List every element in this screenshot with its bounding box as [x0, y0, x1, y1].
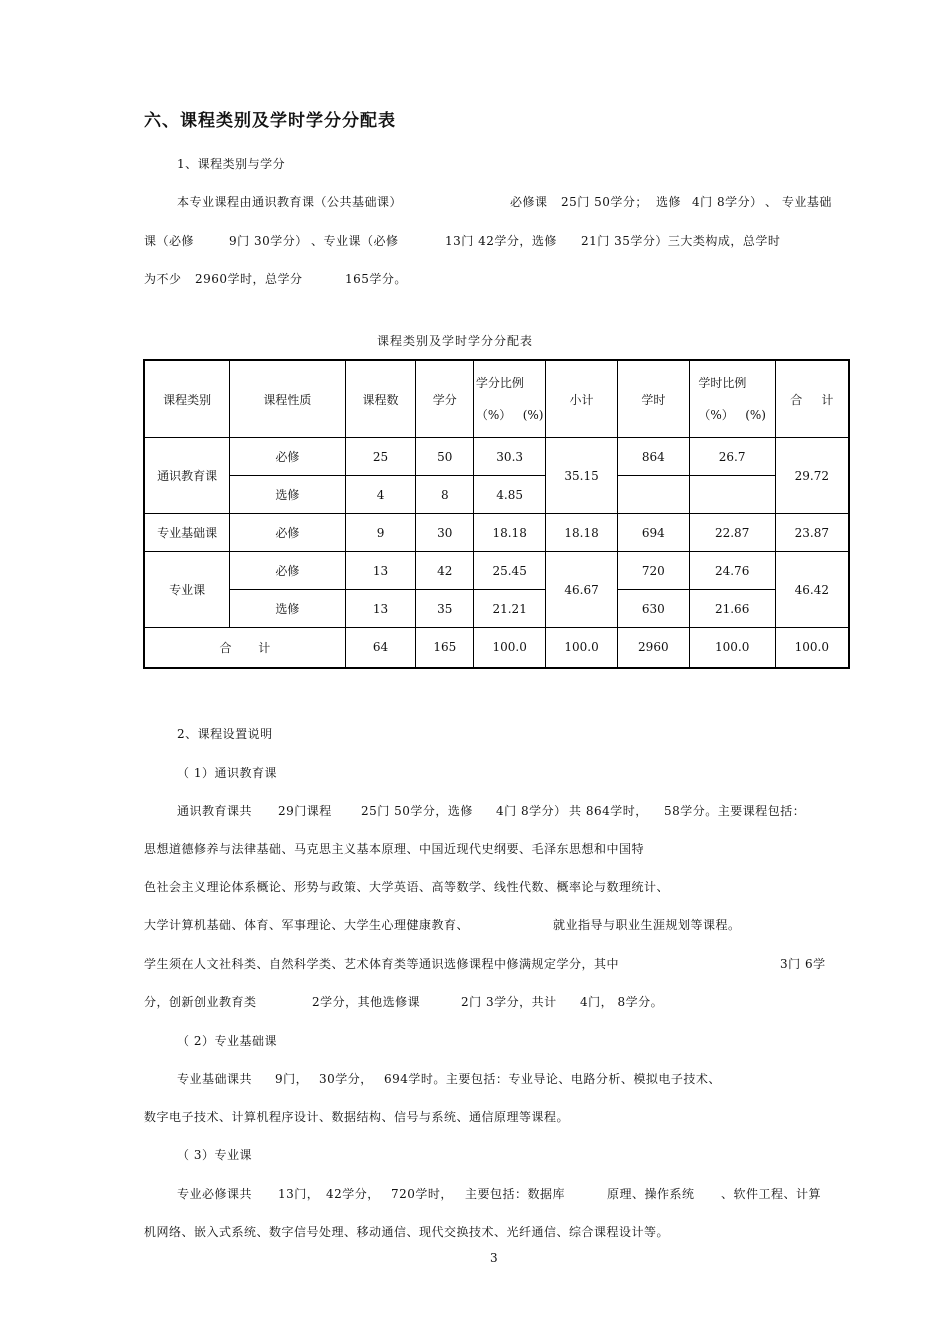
general-required-hour-pct: 26.7 [689, 438, 775, 476]
header-credit-pct-l1: 学分比例 [475, 376, 524, 390]
section1-para-line1-b: 必修课 [510, 195, 548, 209]
general-category: 通识教育课 [144, 438, 230, 514]
sub1-line2: 思想道德修养与法律基础、马克思主义基本原理、中国近现代史纲要、毛泽东思想和中国特 [144, 842, 645, 856]
section1-para-line1-c: 25门 50学分； [561, 195, 648, 209]
section1-title: 1、课程类别与学分 [177, 157, 286, 171]
sub3-title: （ 3）专业课 [177, 1148, 252, 1162]
sub1-line6-a: 分，创新创业教育类 [144, 995, 257, 1009]
header-category: 课程类别 [144, 360, 230, 438]
major-elective-credit-pct: 21.21 [474, 590, 546, 628]
header-total [775, 360, 849, 438]
general-elective-credit-pct: 4.85 [474, 476, 546, 514]
sub3-line1-e: 主要包括：数据库 [465, 1187, 566, 1201]
foundation-total: 23.87 [775, 514, 849, 552]
page-number: 3 [490, 1251, 498, 1265]
sum-label [144, 628, 345, 668]
major-required-count: 13 [345, 552, 416, 590]
sub2-line1-b: 9门， [275, 1072, 309, 1086]
major-elective-hour-pct: 21.66 [689, 590, 775, 628]
section2-title: 2、课程设置说明 [177, 727, 273, 741]
major-category: 专业课 [144, 552, 230, 628]
header-nature: 课程性质 [230, 360, 346, 438]
header-hour-pct-l3: (%) [745, 408, 766, 422]
sub2-line1-c: 30学分， [319, 1072, 373, 1086]
section1-para-line1-a: 本专业课程由通识教育课（公共基础课） [177, 195, 403, 209]
foundation-hour-pct: 22.87 [689, 514, 775, 552]
sub3-line1-f: 原理、操作系统 [607, 1187, 695, 1201]
sub3-line1-a: 专业必修课共 [177, 1187, 253, 1201]
major-elective-nature: 选修 [230, 590, 346, 628]
major-elective-hours: 630 [617, 590, 689, 628]
section1-para-line2-c: 、专业课（必修 [311, 234, 399, 248]
header-credit-pct-l3: (%) [522, 408, 544, 422]
header-hour-pct-l1: 学时比例 [698, 376, 747, 390]
sum-label-a: 合 [219, 640, 232, 655]
allocation-table [143, 359, 850, 669]
section1-para-line1-d: 选修 [656, 195, 682, 209]
sum-label-b: 计 [258, 640, 271, 655]
sub1-line6-c: 2门 3学分，共计 [461, 995, 557, 1009]
foundation-credit-pct: 18.18 [474, 514, 546, 552]
header-credits: 学分 [416, 360, 474, 438]
table-row [144, 590, 849, 628]
general-required-credits: 50 [416, 438, 474, 476]
general-required-count: 25 [345, 438, 416, 476]
table-caption: 课程类别及学时学分分配表 [377, 334, 534, 348]
foundation-count: 9 [345, 514, 416, 552]
section1-para-line1-e: 4门 8学分） [692, 195, 763, 209]
sum-total: 100.0 [775, 628, 849, 668]
sub1-line1-a: 通识教育课共 [177, 804, 253, 818]
header-credit-pct-l2: （%） [475, 408, 512, 422]
sub1-line1-d: 4门 8学分） [496, 804, 567, 818]
sub1-line4-a: 大学计算机基础、体育、军事理论、大学生心理健康教育、 [144, 918, 470, 932]
major-required-hour-pct: 24.76 [689, 552, 775, 590]
sub1-line6-b: 2学分，其他选修课 [312, 995, 421, 1009]
general-required-credit-pct: 30.3 [474, 438, 546, 476]
foundation-hours: 694 [617, 514, 689, 552]
sum-credit-pct: 100.0 [474, 628, 546, 668]
sub1-line1-c: 25门 50学分，选修 [361, 804, 473, 818]
header-total-b: 计 [821, 392, 834, 407]
sub1-line5-a: 学生须在人文社科类、自然科学类、艺术体育类等通识选修课程中修满规定学分，其中 [144, 957, 620, 971]
major-elective-credits: 35 [416, 590, 474, 628]
table-row [144, 476, 849, 514]
header-total-a: 合 [790, 392, 803, 407]
general-elective-hours [617, 476, 689, 514]
major-required-hours: 720 [617, 552, 689, 590]
header-hour-pct-l2: （%） [698, 408, 734, 422]
foundation-nature: 必修 [230, 514, 346, 552]
sub3-line1-b: 13门， [278, 1187, 320, 1201]
sub1-line3: 色社会主义理论体系概论、形势与政策、大学英语、高等数学、线性代数、概率论与数理统计、 [144, 880, 670, 894]
sum-count: 64 [345, 628, 416, 668]
sub2-line1-d: 694学时。主要包括：专业导论、电路分析、模拟电子技术、 [384, 1072, 721, 1086]
table-row [144, 438, 849, 476]
sub2-line1-a: 专业基础课共 [177, 1072, 253, 1086]
header-hours: 学时 [617, 360, 689, 438]
sum-hour-pct: 100.0 [689, 628, 775, 668]
sub1-line1-b: 29门课程 [278, 804, 332, 818]
general-elective-nature: 选修 [230, 476, 346, 514]
foundation-credit-subtotal: 18.18 [546, 514, 618, 552]
sub1-line6-d: 4门， 8学分。 [580, 995, 664, 1009]
sub1-title: （ 1）通识教育课 [177, 766, 277, 780]
sub3-line1-g: 、软件工程、计算 [721, 1187, 822, 1201]
general-elective-credits: 8 [416, 476, 474, 514]
table-row [144, 552, 849, 590]
section1-para-line3-b: 2960学时，总学分 [195, 272, 303, 286]
section1-para-line1-f: 、 专业基础 [765, 195, 832, 209]
general-elective-hour-pct [689, 476, 775, 514]
sum-credits: 165 [416, 628, 474, 668]
sub1-line1-e: 共 864学时， [569, 804, 648, 818]
sub1-line5-b: 3门 6学 [780, 957, 826, 971]
sum-credit-subtotal: 100.0 [546, 628, 618, 668]
table-total-row [144, 628, 849, 668]
sub2-line2: 数字电子技术、计算机程序设计、数据结构、信号与系统、通信原理等课程。 [144, 1110, 570, 1124]
major-required-nature: 必修 [230, 552, 346, 590]
header-credit-subtotal: 小计 [546, 360, 618, 438]
major-elective-count: 13 [345, 590, 416, 628]
major-credit-subtotal: 46.67 [546, 552, 618, 628]
header-credit-pct [474, 360, 546, 438]
header-count: 课程数 [345, 360, 416, 438]
sub1-line4-b: 就业指导与职业生涯规划等课程。 [553, 918, 741, 932]
general-elective-count: 4 [345, 476, 416, 514]
general-credit-subtotal: 35.15 [546, 438, 618, 514]
sub2-title: （ 2）专业基础课 [177, 1034, 277, 1048]
table-row [144, 514, 849, 552]
general-required-hours: 864 [617, 438, 689, 476]
section1-para-line2-e: 21门 35学分）三大类构成，总学时 [581, 234, 781, 248]
major-total: 46.42 [775, 552, 849, 628]
general-total: 29.72 [775, 438, 849, 514]
sub1-line1-f: 58学分。主要课程包括： [664, 804, 806, 818]
foundation-category: 专业基础课 [144, 514, 230, 552]
major-required-credit-pct: 25.45 [474, 552, 546, 590]
section1-para-line3-c: 165学分。 [345, 272, 407, 286]
general-required-nature: 必修 [230, 438, 346, 476]
section1-para-line3-a: 为不少 [144, 272, 182, 286]
sub3-line1-d: 720学时， [391, 1187, 453, 1201]
major-required-credits: 42 [416, 552, 474, 590]
header-hour-pct [689, 360, 775, 438]
foundation-credits: 30 [416, 514, 474, 552]
table-header-row [144, 360, 849, 438]
sub3-line2: 机网络、嵌入式系统、数字信号处理、移动通信、现代交换技术、光纤通信、综合课程设计等。 [144, 1225, 670, 1239]
section-heading: 六、课程类别及学时学分分配表 [144, 111, 396, 131]
section1-para-line2-d: 13门 42学分，选修 [445, 234, 557, 248]
section1-para-line2-b: 9门 30学分） [229, 234, 308, 248]
sum-hours: 2960 [617, 628, 689, 668]
section1-para-line2-a: 课（必修 [144, 234, 195, 248]
sub3-line1-c: 42学分， [326, 1187, 380, 1201]
